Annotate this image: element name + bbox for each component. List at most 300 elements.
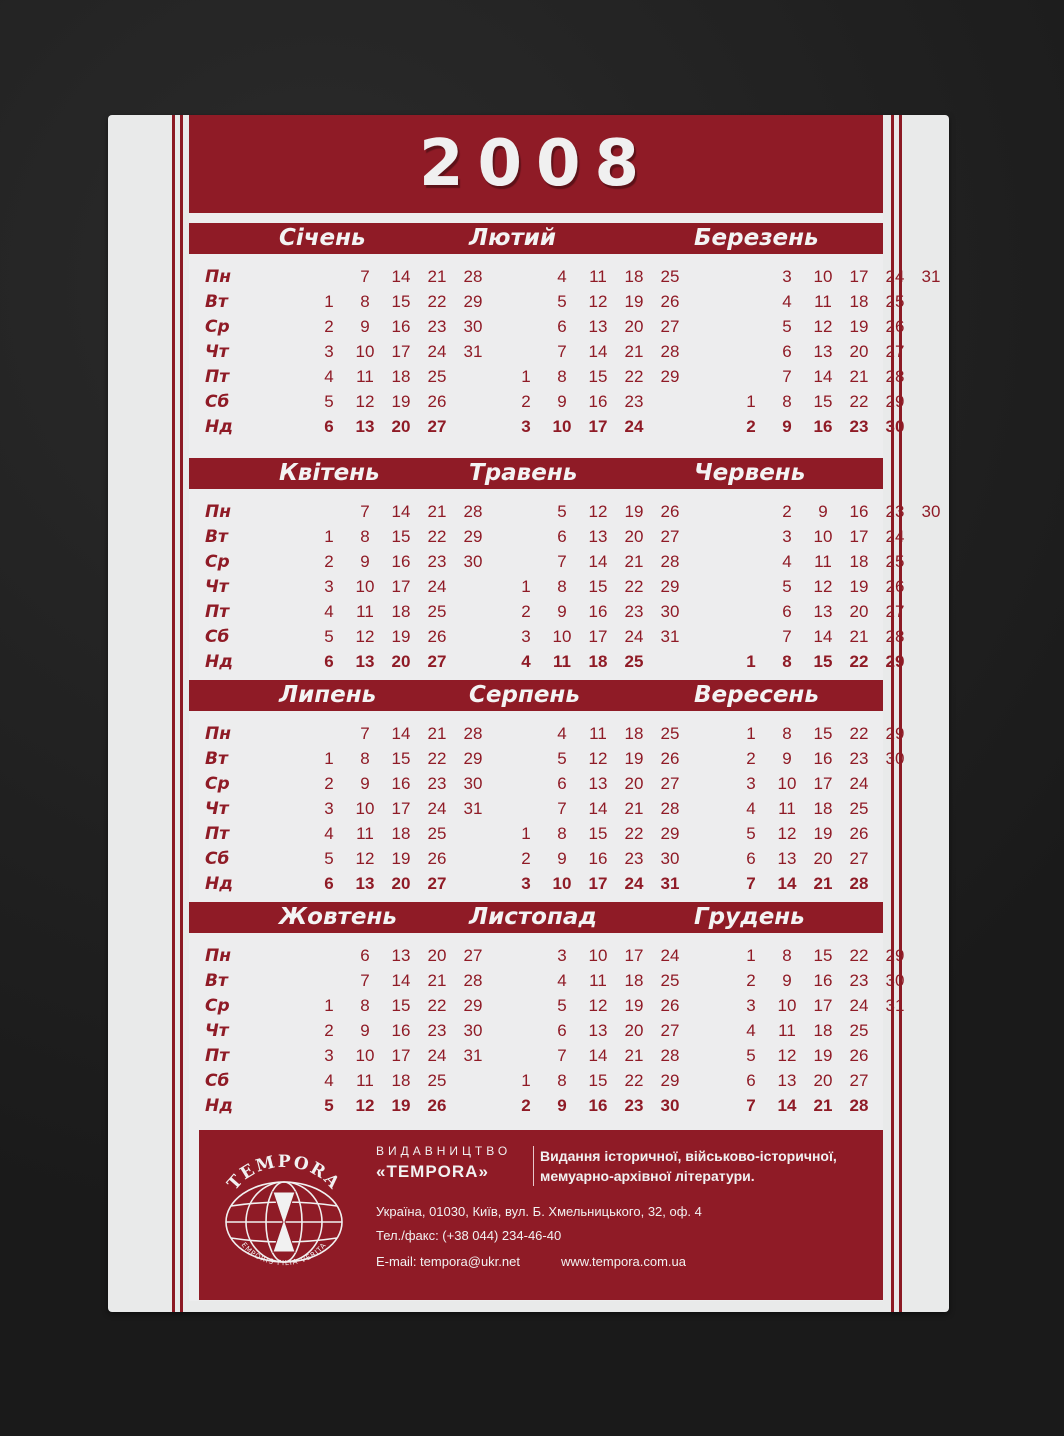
date-cell: 18 bbox=[624, 267, 644, 286]
sunday-date: 17 bbox=[588, 417, 608, 436]
date-cell: 29 bbox=[660, 1071, 680, 1090]
weekday-label: Нд bbox=[205, 1096, 233, 1116]
date-cell: 16 bbox=[813, 749, 833, 768]
date-cell: 15 bbox=[588, 1071, 608, 1090]
date-cell: 30 bbox=[660, 849, 680, 868]
date-cell: 8 bbox=[360, 996, 370, 1015]
date-cell: 3 bbox=[521, 627, 531, 646]
date-cell: 7 bbox=[360, 971, 370, 990]
date-cell: 19 bbox=[624, 502, 644, 521]
date-cell: 17 bbox=[391, 799, 411, 818]
date-cell: 26 bbox=[660, 502, 680, 521]
date-cell: 12 bbox=[777, 1046, 797, 1065]
date-cell: 27 bbox=[849, 1071, 869, 1090]
date-cell: 12 bbox=[588, 292, 608, 311]
date-cell: 3 bbox=[557, 946, 567, 965]
date-cell: 1 bbox=[324, 292, 334, 311]
date-cell: 4 bbox=[324, 367, 334, 386]
date-cell: 22 bbox=[427, 749, 447, 768]
date-cell: 21 bbox=[427, 724, 447, 743]
sunday-date: 17 bbox=[588, 874, 608, 893]
logo-text: TEMPORA bbox=[223, 1151, 345, 1195]
date-cell: 22 bbox=[849, 946, 869, 965]
date-cell: 25 bbox=[849, 799, 869, 818]
date-cell: 5 bbox=[557, 749, 567, 768]
date-cell: 9 bbox=[360, 552, 370, 571]
date-cell: 5 bbox=[324, 849, 334, 868]
date-cell: 5 bbox=[782, 317, 792, 336]
date-cell: 19 bbox=[849, 317, 869, 336]
sunday-date: 1 bbox=[746, 652, 756, 671]
date-cell: 8 bbox=[557, 577, 567, 596]
date-cell: 10 bbox=[355, 799, 375, 818]
date-cell: 18 bbox=[391, 1071, 411, 1090]
date-cell: 20 bbox=[427, 946, 447, 965]
date-cell: 11 bbox=[814, 292, 832, 311]
publisher-label: ВИДАВНИЦТВО bbox=[376, 1144, 512, 1158]
date-cell: 19 bbox=[813, 1046, 833, 1065]
date-cell: 20 bbox=[813, 849, 833, 868]
month-name: Вересень bbox=[694, 682, 819, 708]
date-cell: 2 bbox=[746, 971, 756, 990]
date-cell: 5 bbox=[782, 577, 792, 596]
date-cell: 26 bbox=[849, 824, 869, 843]
tempora-logo bbox=[219, 1148, 349, 1288]
date-cell: 16 bbox=[391, 1021, 411, 1040]
date-cell: 2 bbox=[521, 392, 531, 411]
date-cell: 22 bbox=[624, 824, 644, 843]
date-cell: 19 bbox=[813, 824, 833, 843]
border-line bbox=[172, 115, 175, 1312]
weekday-label: Нд bbox=[205, 652, 233, 672]
month-header-bar bbox=[189, 902, 883, 933]
date-cell: 4 bbox=[324, 602, 334, 621]
quarter-block bbox=[189, 223, 941, 438]
date-cell: 9 bbox=[557, 602, 567, 621]
date-cell: 21 bbox=[624, 342, 644, 361]
date-cell: 14 bbox=[391, 971, 411, 990]
date-cell: 28 bbox=[885, 627, 905, 646]
date-cell: 1 bbox=[746, 946, 756, 965]
weekday-label: Вт bbox=[205, 971, 228, 991]
date-cell: 3 bbox=[746, 774, 756, 793]
date-cell: 23 bbox=[624, 392, 644, 411]
date-cell: 29 bbox=[885, 946, 905, 965]
date-cell: 22 bbox=[624, 1071, 644, 1090]
date-cell: 28 bbox=[660, 799, 680, 818]
date-cell: 30 bbox=[463, 1021, 483, 1040]
date-cell: 26 bbox=[427, 392, 447, 411]
date-cell: 22 bbox=[849, 392, 869, 411]
date-cell: 28 bbox=[463, 724, 483, 743]
date-cell: 1 bbox=[746, 724, 756, 743]
sunday-date: 21 bbox=[813, 874, 833, 893]
weekday-label: Чт bbox=[205, 799, 229, 819]
date-cell: 8 bbox=[557, 1071, 567, 1090]
date-cell: 26 bbox=[427, 627, 447, 646]
weekday-label: Вт bbox=[205, 292, 228, 312]
date-cell: 29 bbox=[885, 724, 905, 743]
month-header-bar bbox=[189, 458, 883, 489]
date-cell: 14 bbox=[588, 1046, 608, 1065]
date-cell: 18 bbox=[391, 824, 411, 843]
sunday-date: 9 bbox=[557, 1096, 567, 1115]
publisher-website: www.tempora.com.ua bbox=[561, 1254, 686, 1269]
date-cell: 24 bbox=[849, 996, 869, 1015]
month-name: Березень bbox=[694, 225, 819, 251]
date-cell: 16 bbox=[391, 774, 411, 793]
weekday-label: Чт bbox=[205, 342, 229, 362]
weekday-label: Пн bbox=[205, 267, 231, 287]
sunday-date: 13 bbox=[355, 417, 375, 436]
date-cell: 25 bbox=[427, 367, 447, 386]
sunday-date: 6 bbox=[324, 417, 334, 436]
sunday-date: 19 bbox=[391, 1096, 411, 1115]
date-cell: 27 bbox=[660, 527, 680, 546]
date-cell: 9 bbox=[818, 502, 828, 521]
date-cell: 28 bbox=[463, 267, 483, 286]
date-cell: 7 bbox=[557, 1046, 567, 1065]
date-cell: 13 bbox=[391, 946, 411, 965]
weekday-label: Сб bbox=[205, 849, 230, 869]
sunday-date: 16 bbox=[813, 417, 833, 436]
date-cell: 5 bbox=[324, 627, 334, 646]
calendar-panel bbox=[189, 115, 941, 1301]
date-cell: 24 bbox=[885, 267, 905, 286]
date-cell: 26 bbox=[660, 996, 680, 1015]
date-cell: 22 bbox=[427, 527, 447, 546]
date-cell: 28 bbox=[463, 502, 483, 521]
sunday-date: 23 bbox=[849, 417, 869, 436]
publisher-email: E-mail: tempora@ukr.net bbox=[376, 1254, 520, 1269]
sunday-date: 16 bbox=[588, 1096, 608, 1115]
date-cell: 2 bbox=[746, 749, 756, 768]
date-cell: 7 bbox=[360, 502, 370, 521]
publisher-footer bbox=[199, 1130, 883, 1300]
sunday-date: 3 bbox=[521, 874, 531, 893]
date-cell: 1 bbox=[521, 367, 531, 386]
date-cell: 12 bbox=[355, 392, 375, 411]
date-cell: 8 bbox=[782, 392, 792, 411]
month-name: Листопад bbox=[469, 904, 597, 930]
date-cell: 29 bbox=[463, 292, 483, 311]
date-cell: 14 bbox=[588, 342, 608, 361]
date-cell: 6 bbox=[360, 946, 370, 965]
date-cell: 26 bbox=[849, 1046, 869, 1065]
date-cell: 22 bbox=[849, 724, 869, 743]
date-cell: 15 bbox=[391, 996, 411, 1015]
date-cell: 29 bbox=[463, 749, 483, 768]
date-cell: 17 bbox=[849, 267, 869, 286]
date-cell: 25 bbox=[427, 602, 447, 621]
date-cell: 8 bbox=[360, 749, 370, 768]
date-cell: 20 bbox=[624, 317, 644, 336]
sunday-date: 6 bbox=[324, 652, 334, 671]
date-cell: 25 bbox=[885, 292, 905, 311]
sunday-date: 22 bbox=[849, 652, 869, 671]
sunday-date: 25 bbox=[624, 652, 644, 671]
date-cell: 12 bbox=[813, 317, 833, 336]
date-cell: 25 bbox=[660, 267, 680, 286]
date-cell: 28 bbox=[885, 367, 905, 386]
date-cell: 25 bbox=[427, 824, 447, 843]
date-cell: 1 bbox=[746, 392, 756, 411]
date-cell: 20 bbox=[624, 527, 644, 546]
border-line bbox=[180, 115, 183, 1312]
date-cell: 10 bbox=[355, 342, 375, 361]
date-cell: 1 bbox=[521, 577, 531, 596]
date-cell: 2 bbox=[324, 552, 334, 571]
date-cell: 1 bbox=[324, 527, 334, 546]
month-name: Серпень bbox=[469, 682, 580, 708]
quarter-block bbox=[189, 680, 905, 895]
sunday-date: 13 bbox=[355, 652, 375, 671]
date-cell: 22 bbox=[427, 292, 447, 311]
date-cell: 21 bbox=[849, 367, 869, 386]
date-cell: 30 bbox=[463, 552, 483, 571]
weekday-label: Вт bbox=[205, 527, 228, 547]
date-cell: 24 bbox=[427, 1046, 447, 1065]
date-cell: 21 bbox=[624, 552, 644, 571]
weekday-label: Сб bbox=[205, 1071, 230, 1091]
date-cell: 13 bbox=[588, 527, 608, 546]
publisher-description: Видання історичної, військово-історичної, мемуарно-архівної літератури. bbox=[533, 1146, 890, 1186]
date-cell: 11 bbox=[356, 367, 374, 386]
date-cell: 4 bbox=[557, 971, 567, 990]
date-cell: 11 bbox=[356, 824, 374, 843]
month-name: Грудень bbox=[694, 904, 805, 930]
date-cell: 17 bbox=[813, 996, 833, 1015]
date-cell: 9 bbox=[557, 392, 567, 411]
date-cell: 9 bbox=[360, 317, 370, 336]
month-name: Липень bbox=[279, 682, 377, 708]
date-cell: 17 bbox=[813, 774, 833, 793]
sunday-date: 24 bbox=[624, 874, 644, 893]
date-cell: 18 bbox=[813, 799, 833, 818]
date-cell: 8 bbox=[782, 724, 792, 743]
sunday-date: 10 bbox=[552, 874, 572, 893]
date-cell: 3 bbox=[324, 799, 334, 818]
date-cell: 18 bbox=[624, 971, 644, 990]
date-cell: 8 bbox=[557, 824, 567, 843]
date-cell: 10 bbox=[588, 946, 608, 965]
date-cell: 4 bbox=[324, 824, 334, 843]
sunday-date: 28 bbox=[849, 1096, 869, 1115]
sunday-date: 12 bbox=[355, 1096, 375, 1115]
date-cell: 11 bbox=[778, 1021, 796, 1040]
date-cell: 21 bbox=[427, 502, 447, 521]
date-cell: 31 bbox=[463, 342, 483, 361]
weekday-label: Вт bbox=[205, 749, 228, 769]
date-cell: 19 bbox=[391, 627, 411, 646]
date-cell: 13 bbox=[777, 849, 797, 868]
year-title: 2008 bbox=[418, 127, 654, 201]
sunday-date: 29 bbox=[885, 652, 905, 671]
date-cell: 2 bbox=[324, 774, 334, 793]
date-cell: 17 bbox=[391, 342, 411, 361]
date-cell: 8 bbox=[360, 292, 370, 311]
date-cell: 21 bbox=[624, 799, 644, 818]
date-cell: 11 bbox=[589, 267, 607, 286]
date-cell: 1 bbox=[521, 824, 531, 843]
date-cell: 10 bbox=[355, 577, 375, 596]
date-cell: 16 bbox=[391, 552, 411, 571]
weekday-label: Ср bbox=[205, 774, 230, 794]
date-cell: 15 bbox=[813, 724, 833, 743]
year-banner bbox=[189, 115, 883, 213]
sunday-date: 24 bbox=[624, 417, 644, 436]
sunday-date: 8 bbox=[782, 652, 792, 671]
date-cell: 19 bbox=[849, 577, 869, 596]
date-cell: 27 bbox=[885, 602, 905, 621]
date-cell: 14 bbox=[588, 552, 608, 571]
weekday-label: Нд bbox=[205, 417, 233, 437]
weekday-label: Пт bbox=[205, 602, 230, 622]
date-cell: 28 bbox=[660, 342, 680, 361]
date-cell: 7 bbox=[360, 724, 370, 743]
sunday-date: 14 bbox=[777, 1096, 797, 1115]
date-cell: 24 bbox=[624, 627, 644, 646]
sunday-date: 31 bbox=[660, 874, 680, 893]
date-cell: 19 bbox=[391, 392, 411, 411]
date-cell: 3 bbox=[324, 1046, 334, 1065]
weekday-label: Пн bbox=[205, 724, 231, 744]
date-cell: 20 bbox=[624, 774, 644, 793]
date-cell: 12 bbox=[588, 996, 608, 1015]
logo-motto: EMPORIS FILIA VERITA bbox=[239, 1241, 329, 1268]
date-cell: 18 bbox=[849, 292, 869, 311]
date-cell: 13 bbox=[813, 602, 833, 621]
date-cell: 19 bbox=[624, 292, 644, 311]
month-name: Травень bbox=[469, 460, 578, 486]
month-name: Квітень bbox=[279, 460, 380, 486]
weekday-label: Ср bbox=[205, 317, 230, 337]
date-cell: 20 bbox=[813, 1071, 833, 1090]
date-cell: 11 bbox=[778, 799, 796, 818]
date-cell: 20 bbox=[624, 1021, 644, 1040]
date-cell: 30 bbox=[921, 502, 941, 521]
date-cell: 15 bbox=[391, 749, 411, 768]
sunday-date: 28 bbox=[849, 874, 869, 893]
date-cell: 17 bbox=[391, 577, 411, 596]
month-header-bar bbox=[189, 223, 883, 254]
publisher-phone: Тел./факс: (+38 044) 234-46-40 bbox=[376, 1228, 562, 1243]
date-cell: 25 bbox=[427, 1071, 447, 1090]
date-cell: 24 bbox=[849, 774, 869, 793]
date-cell: 7 bbox=[557, 799, 567, 818]
date-cell: 3 bbox=[324, 342, 334, 361]
sunday-date: 20 bbox=[391, 417, 411, 436]
date-cell: 23 bbox=[427, 1021, 447, 1040]
sunday-date: 3 bbox=[521, 417, 531, 436]
date-cell: 30 bbox=[660, 602, 680, 621]
quarter-block bbox=[189, 902, 905, 1117]
calendar-card bbox=[108, 115, 949, 1312]
date-cell: 6 bbox=[557, 774, 567, 793]
date-cell: 9 bbox=[782, 971, 792, 990]
date-cell: 4 bbox=[557, 724, 567, 743]
weekday-label: Ср bbox=[205, 552, 230, 572]
date-cell: 4 bbox=[557, 267, 567, 286]
date-cell: 6 bbox=[782, 602, 792, 621]
date-cell: 24 bbox=[660, 946, 680, 965]
date-cell: 18 bbox=[624, 724, 644, 743]
date-cell: 5 bbox=[746, 824, 756, 843]
sunday-date: 15 bbox=[813, 652, 833, 671]
date-cell: 10 bbox=[355, 1046, 375, 1065]
date-cell: 22 bbox=[624, 367, 644, 386]
date-cell: 4 bbox=[782, 292, 792, 311]
date-cell: 2 bbox=[324, 317, 334, 336]
date-cell: 15 bbox=[813, 946, 833, 965]
date-cell: 29 bbox=[463, 996, 483, 1015]
sunday-date: 9 bbox=[782, 417, 792, 436]
date-cell: 12 bbox=[355, 849, 375, 868]
date-cell: 23 bbox=[427, 774, 447, 793]
quarter-block bbox=[189, 458, 941, 673]
date-cell: 29 bbox=[660, 577, 680, 596]
date-cell: 13 bbox=[588, 317, 608, 336]
date-cell: 28 bbox=[660, 1046, 680, 1065]
date-cell: 12 bbox=[588, 502, 608, 521]
date-cell: 30 bbox=[463, 317, 483, 336]
date-cell: 26 bbox=[660, 292, 680, 311]
date-cell: 21 bbox=[624, 1046, 644, 1065]
date-cell: 17 bbox=[849, 527, 869, 546]
date-cell: 18 bbox=[849, 552, 869, 571]
sunday-date: 27 bbox=[427, 652, 447, 671]
date-cell: 29 bbox=[660, 367, 680, 386]
date-cell: 3 bbox=[782, 527, 792, 546]
date-cell: 15 bbox=[588, 824, 608, 843]
date-cell: 11 bbox=[589, 971, 607, 990]
sunday-date: 23 bbox=[624, 1096, 644, 1115]
date-cell: 7 bbox=[782, 367, 792, 386]
date-cell: 9 bbox=[360, 774, 370, 793]
weekday-label: Чт bbox=[205, 577, 229, 597]
month-name: Червень bbox=[694, 460, 806, 486]
date-cell: 14 bbox=[588, 799, 608, 818]
sunday-date: 7 bbox=[746, 1096, 756, 1115]
date-cell: 12 bbox=[813, 577, 833, 596]
weekday-label: Пт bbox=[205, 1046, 230, 1066]
date-cell: 8 bbox=[557, 367, 567, 386]
date-cell: 23 bbox=[849, 749, 869, 768]
date-cell: 31 bbox=[660, 627, 680, 646]
date-cell: 23 bbox=[427, 317, 447, 336]
date-cell: 17 bbox=[588, 627, 608, 646]
date-cell: 6 bbox=[557, 1021, 567, 1040]
date-cell: 13 bbox=[777, 1071, 797, 1090]
date-cell: 16 bbox=[588, 849, 608, 868]
publisher-address: Україна, 01030, Київ, вул. Б. Хмельницького, 32, оф. 4 bbox=[376, 1204, 702, 1219]
date-cell: 31 bbox=[463, 799, 483, 818]
date-cell: 10 bbox=[813, 527, 833, 546]
weekday-label: Чт bbox=[205, 1021, 229, 1041]
date-cell: 22 bbox=[624, 577, 644, 596]
date-cell: 5 bbox=[746, 1046, 756, 1065]
sunday-date: 14 bbox=[777, 874, 797, 893]
sunday-date: 20 bbox=[391, 874, 411, 893]
date-cell: 4 bbox=[746, 799, 756, 818]
month-name: Жовтень bbox=[279, 904, 397, 930]
month-header-bar bbox=[189, 680, 883, 711]
weekday-label: Пт bbox=[205, 824, 230, 844]
date-cell: 16 bbox=[588, 392, 608, 411]
date-cell: 16 bbox=[391, 317, 411, 336]
date-cell: 7 bbox=[557, 552, 567, 571]
date-cell: 25 bbox=[660, 971, 680, 990]
